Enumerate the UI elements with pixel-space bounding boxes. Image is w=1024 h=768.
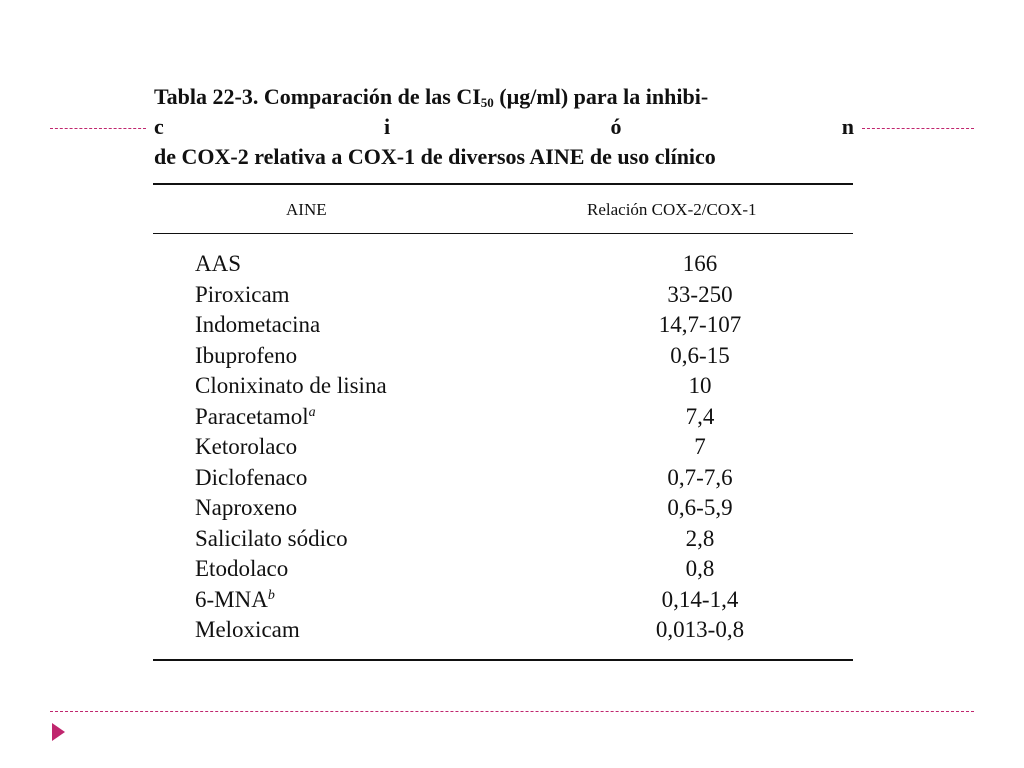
- drug-name: Piroxicam: [195, 281, 290, 307]
- drug-name-cell: [195, 342, 297, 370]
- table-row: [0, 342, 1024, 373]
- ratio-value-cell: 33-250: [667, 281, 733, 307]
- drug-name: AAS: [195, 251, 242, 276]
- table-row: [0, 555, 1024, 586]
- drug-name: Clonixinato de lisina: [195, 373, 387, 398]
- drug-name-cell: [195, 586, 275, 614]
- drug-name-cell: [195, 403, 316, 431]
- drug-name-cell: [195, 464, 307, 492]
- drug-name-cell: [195, 250, 241, 278]
- ratio-value-cell: 0,8: [685, 556, 715, 581]
- table-row: [0, 464, 1024, 495]
- table-row: [0, 250, 1024, 281]
- drug-name: Ibuprofeno: [195, 342, 298, 368]
- ratio-value-cell: 166: [682, 251, 718, 276]
- drug-name: Meloxicam: [195, 617, 300, 642]
- column-header-ratio: Relación COX-2/COX-1: [587, 200, 757, 219]
- drug-name-cell: [195, 281, 290, 309]
- drug-name: Etodolaco: [195, 556, 289, 581]
- top-dashed-divider-left: [50, 128, 146, 129]
- footnote-marker: a: [308, 404, 316, 420]
- title-letter: c: [154, 114, 164, 139]
- title-letter: n: [841, 114, 854, 139]
- drug-name-cell: [195, 433, 297, 461]
- drug-name-cell: [195, 372, 387, 400]
- table-row: [0, 403, 1024, 434]
- ratio-value-cell: 14,7-107: [658, 312, 742, 337]
- ratio-value-cell: 2,8: [685, 525, 715, 551]
- table-row: [0, 281, 1024, 312]
- drug-name: Salicilato sódico: [195, 525, 348, 551]
- table-header-rule: [153, 233, 853, 234]
- drug-name-cell: [195, 311, 320, 339]
- table-row: [0, 616, 1024, 647]
- drug-name: Indometacina: [195, 312, 321, 337]
- ratio-value-cell: 7,4: [685, 403, 715, 429]
- drug-name-cell: [195, 555, 288, 583]
- title-letter: i: [384, 114, 391, 139]
- ratio-value-cell: 0,013-0,8: [655, 617, 745, 642]
- table-top-rule: [153, 183, 853, 185]
- drug-name-cell: [195, 494, 297, 522]
- table-bottom-rule: [153, 659, 853, 661]
- title-line-1-suffix: (µg/ml) para la inhibi-: [493, 84, 709, 109]
- triangle-bullet-icon: [52, 723, 65, 741]
- ratio-value-cell: 0,14-1,4: [661, 586, 739, 612]
- title-line-1-prefix: Tabla 22-3. Comparación de las CI: [154, 84, 481, 109]
- drug-name: Naproxeno: [195, 495, 298, 520]
- table-row: [0, 494, 1024, 525]
- ratio-value-cell: 10: [688, 373, 712, 398]
- drug-name-cell: [195, 525, 348, 553]
- table-row: [0, 525, 1024, 556]
- title-line-1: [154, 82, 854, 112]
- drug-name: Ketorolaco: [195, 434, 298, 459]
- table-row: [0, 586, 1024, 617]
- title-subscript: 50: [480, 95, 494, 110]
- ratio-value-cell: 0,6-15: [670, 342, 730, 368]
- table-title: [154, 82, 854, 172]
- table-body: [0, 250, 1024, 647]
- footnote-marker: b: [267, 587, 275, 603]
- title-letter: ó: [610, 114, 622, 139]
- title-line-2: [154, 112, 854, 142]
- ratio-value-cell: 0,6-5,9: [667, 495, 733, 520]
- ratio-value-cell: 7: [694, 434, 706, 459]
- drug-name: Paracetamol: [195, 403, 309, 429]
- table-row: [0, 372, 1024, 403]
- table-row: [0, 433, 1024, 464]
- drug-name: 6-MNA: [195, 586, 268, 612]
- top-dashed-divider-right: [862, 128, 974, 129]
- bottom-dashed-divider: [50, 711, 974, 712]
- drug-name: Diclofenaco: [195, 464, 308, 490]
- table-row: [0, 311, 1024, 342]
- title-line-3: de COX-2 relativa a COX-1 de diversos AINE de uso clínico: [154, 144, 716, 169]
- ratio-value-cell: 0,7-7,6: [667, 464, 733, 490]
- column-header-aine: AINE: [286, 200, 327, 219]
- drug-name-cell: [195, 616, 300, 644]
